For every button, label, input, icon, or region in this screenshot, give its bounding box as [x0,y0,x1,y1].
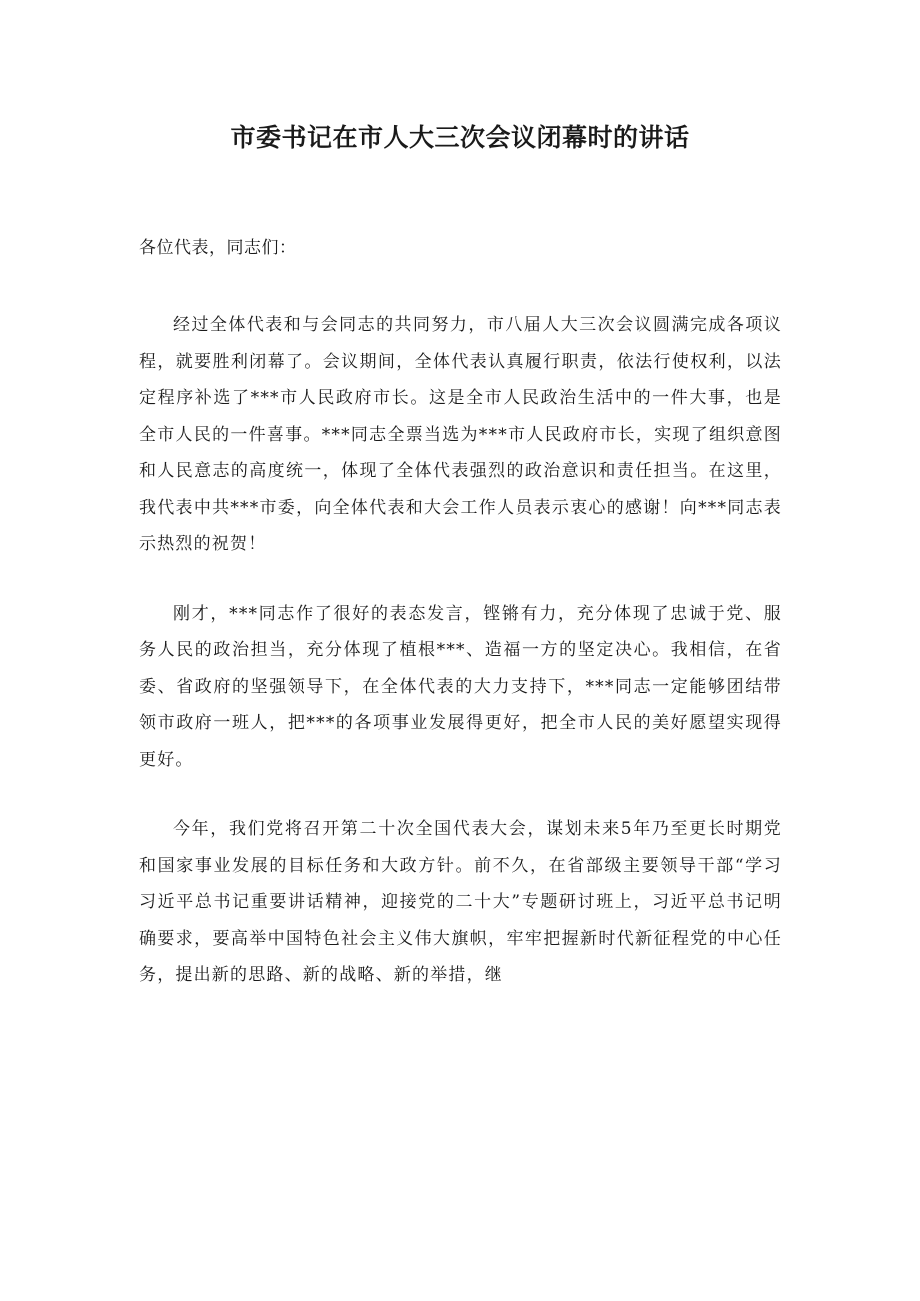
paragraph-3: 今年，我们党将召开第二十次全国代表大会，谋划未来5年乃至更长时期党和国家事业发展的目标任务和大政方针。前不久，在省部级主要领导干部“学习习近平总书记重要讲话精神，迎接党的二十大”专题研讨班上，习近平总书记明确要求，要高举中国特色社会主义伟大旗帜，牢牢把握新时代新征程党的中心任务，提出新的思路、新的战略、新的举措，继 [139,819,782,985]
paragraph-2: 刚才，***同志作了很好的表态发言，铿锵有力，充分体现了忠诚于党、服务人民的政治担当，充分体现了植根***、造福一方的坚定决心。我相信，在省委、省政府的坚强领导下，在全体代表的大力支持下，***同志一定能够团结带领市政府一班人，把***的各项事业发展得更好，把全市人民的美好愿望实现得更好。 [139,603,782,770]
document-title: 市委书记在市人大三次会议闭幕时的讲话 [230,123,690,152]
document-body [139,230,782,994]
salutation: 各位代表，同志们： [139,238,297,258]
paragraph-1: 经过全体代表和与会同志的共同努力，市八届人大三次会议圆满完成各项议程，就要胜利闭幕了。会议期间，全体代表认真履行职责，依法行使权利，以法定程序补选了***市人民政府市长。这是全市人民政治生活中的一件大事，也是全市人民的一件喜事。***同志全票当选为***市人民政府市长，实现了组织意图和人民意志的高度统一，体现了全体代表强烈的政治意识和责任担当。在这里，我代表中共***市委，向全体代表和大会工作人员表示衷心的感谢！向***同志表示热烈的祝贺！ [139,315,782,554]
